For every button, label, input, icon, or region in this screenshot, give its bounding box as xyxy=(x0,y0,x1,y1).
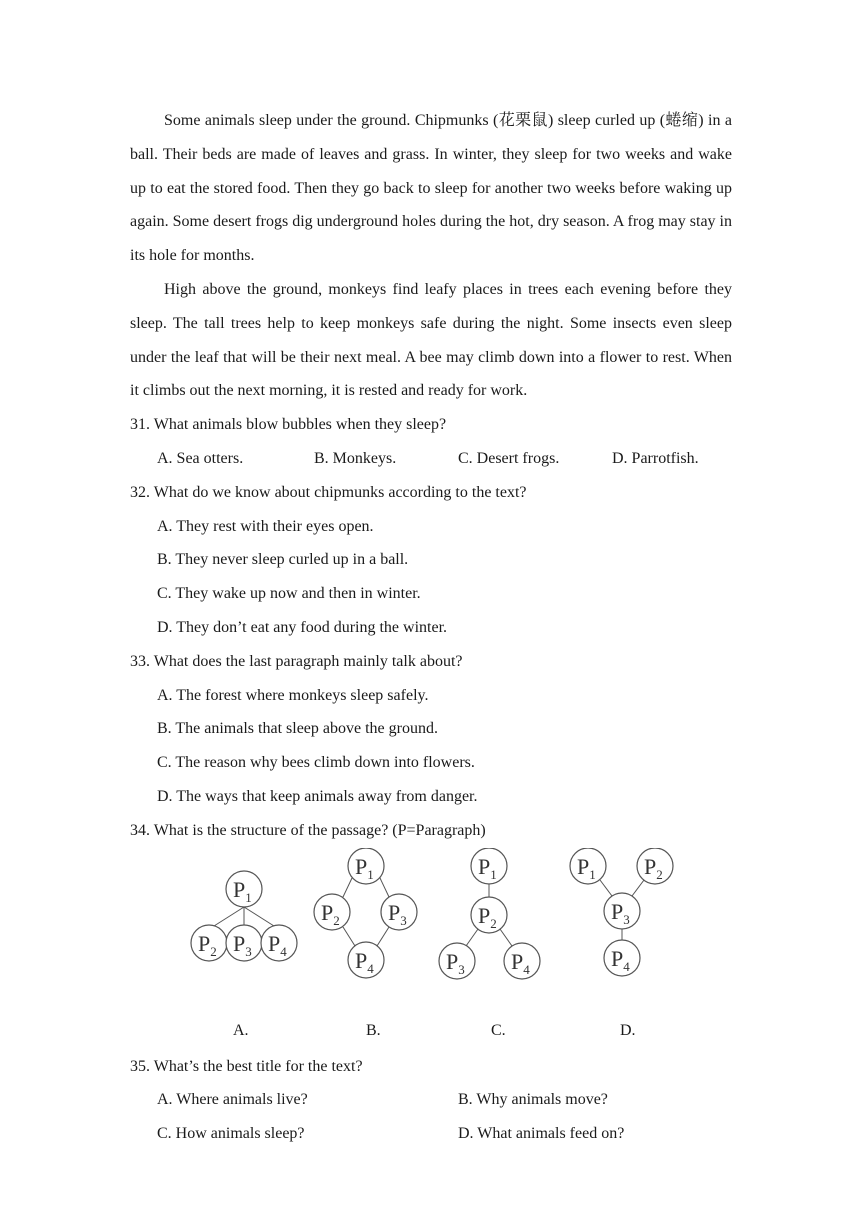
passage-paragraph-3: Some animals sleep under the ground. Chipmunks (花栗鼠) sleep curled up (蜷缩) in a ball. Their beds are made of leaves and grass. In winter, they sleep for two weeks and wake up to eat the stored food. Then they go back to sleep for another two weeks before waking up again. Some desert frogs dig underground holes during the hot, dry season. A frog may stay in its hole for months. xyxy=(130,112,732,265)
paragraph-node-label: $P_2$ xyxy=(321,899,340,928)
question-35-stem: 35. What’s the best title for the text? xyxy=(130,1057,363,1075)
connector-line xyxy=(244,907,274,926)
paragraph-node-label: $P_4$ xyxy=(511,948,530,977)
question-32-stem: 32. What do we know about chipmunks according to the text? xyxy=(130,483,527,501)
connector-line xyxy=(600,880,612,896)
paragraph-node-label: $P_2$ xyxy=(644,853,663,882)
option-b[interactable]: B. The animals that sleep above the ground. xyxy=(157,720,438,738)
option-a[interactable]: A. Where animals live? xyxy=(157,1091,308,1109)
paragraph-node-label: $P_3$ xyxy=(611,898,630,927)
option-a[interactable]: A. Sea otters. xyxy=(157,449,244,467)
connector-line xyxy=(500,929,512,946)
connector-line xyxy=(343,927,355,946)
paragraph-node-label: $P_1$ xyxy=(233,876,252,905)
diagram-d xyxy=(570,848,673,976)
paragraph-node-label: $P_4$ xyxy=(355,947,374,976)
option-c[interactable]: C. The reason why bees climb down into flowers. xyxy=(157,754,475,772)
option-d[interactable]: D. They don’t eat any food during the winter. xyxy=(157,618,448,636)
question-35-options-row-1 xyxy=(130,1083,732,1117)
diagram-labels xyxy=(130,1016,732,1050)
paragraph-node-label: $P_1$ xyxy=(355,853,374,882)
structure-diagrams xyxy=(130,848,732,1016)
paragraph-node-label: $P_2$ xyxy=(478,902,497,931)
paragraph-node-label: $P_3$ xyxy=(233,930,252,959)
structure-diagrams-svg xyxy=(130,848,732,1016)
option-a[interactable]: A. xyxy=(233,1021,249,1039)
option-c[interactable]: C. They wake up now and then in winter. xyxy=(157,585,421,603)
option-d[interactable]: D. xyxy=(620,1021,636,1039)
connector-line xyxy=(380,878,389,897)
question-31-options xyxy=(130,442,732,476)
option-a[interactable]: A. The forest where monkeys sleep safely. xyxy=(157,686,429,704)
option-c[interactable]: C. xyxy=(491,1021,506,1039)
question-34-stem: 34. What is the structure of the passage? (P=Paragraph) xyxy=(130,821,486,839)
diagram-b xyxy=(314,848,417,978)
paragraph-node-label: $P_2$ xyxy=(198,930,217,959)
paragraph-node-label: $P_4$ xyxy=(268,930,287,959)
question-31-stem: 31. What animals blow bubbles when they sleep? xyxy=(130,416,447,434)
passage-paragraph-4: High above the ground, monkeys find leafy places in trees each evening before they sleep. The tall trees help to keep monkeys safe during the night. Some insects even sleep under the leaf that will be their next meal. A bee may climb down into a flower to rest. When it climbs out the next morning, it is rested and ready for work. xyxy=(130,280,732,400)
question-35-options-row-2 xyxy=(130,1117,732,1151)
option-c[interactable]: C. How animals sleep? xyxy=(157,1125,305,1143)
option-b[interactable]: B. They never sleep curled up in a ball. xyxy=(157,551,409,569)
option-b[interactable]: B. Why animals move? xyxy=(458,1091,608,1109)
diagram-c xyxy=(439,848,540,979)
option-c[interactable]: C. Desert frogs. xyxy=(458,449,560,467)
exam-page xyxy=(130,104,732,1151)
option-d[interactable]: D. The ways that keep animals away from danger. xyxy=(157,787,478,805)
connector-line xyxy=(214,907,244,926)
paragraph-node-label: $P_1$ xyxy=(478,853,497,882)
paragraph-node-label: $P_3$ xyxy=(446,948,465,977)
paragraph-node-label: $P_4$ xyxy=(611,945,630,974)
connector-line xyxy=(343,878,352,897)
option-a[interactable]: A. They rest with their eyes open. xyxy=(157,517,374,535)
paragraph-node-label: $P_1$ xyxy=(577,853,596,882)
option-d[interactable]: D. What animals feed on? xyxy=(458,1125,625,1143)
connector-line xyxy=(632,880,644,896)
option-b[interactable]: B. Monkeys. xyxy=(314,449,397,467)
paragraph-node-label: $P_3$ xyxy=(388,899,407,928)
connector-line xyxy=(466,929,478,946)
diagram-a xyxy=(191,871,297,961)
option-b[interactable]: B. xyxy=(366,1021,381,1039)
connector-line xyxy=(377,927,389,946)
option-d[interactable]: D. Parrotfish. xyxy=(612,449,699,467)
question-33-stem: 33. What does the last paragraph mainly talk about? xyxy=(130,652,463,670)
